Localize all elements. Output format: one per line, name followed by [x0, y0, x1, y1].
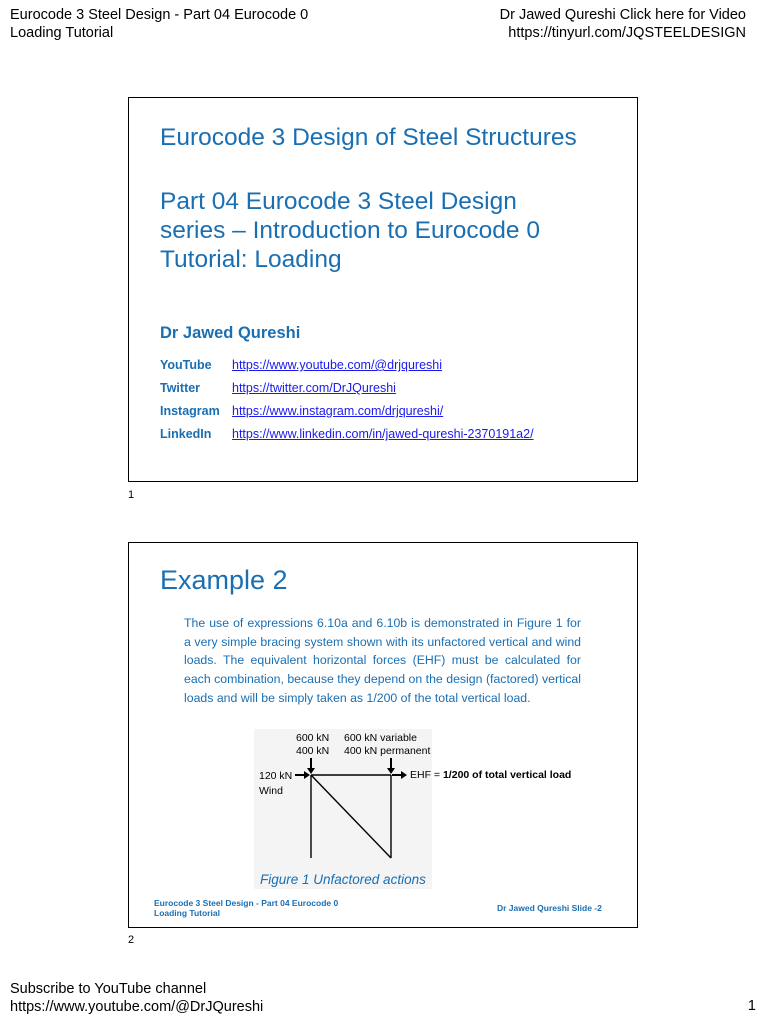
header-video-url[interactable]: https://tinyurl.com/JQSTEELDESIGN: [508, 25, 746, 41]
link-label: Twitter: [160, 381, 201, 395]
wind-load-label: Wind: [259, 785, 283, 797]
slide-2-number: 2: [128, 934, 135, 946]
slide-2-footer-right: Dr Jawed Qureshi Slide -2: [497, 903, 602, 913]
bracing-figure: [129, 543, 637, 927]
subscribe-text: Subscribe to YouTube channel: [10, 981, 207, 997]
page-number: 1: [747, 998, 756, 1014]
ehf-label: [410, 769, 571, 781]
left-load-variable: 600 kN: [296, 732, 330, 744]
header-title-line1: Eurocode 3 Steel Design - Part 04 Eurocode 0: [10, 7, 309, 23]
slide-2-title: Example 2: [160, 565, 288, 595]
ehf-value: 1/200 of total vertical load: [442, 769, 572, 781]
ehf-prefix: EHF =: [410, 769, 443, 781]
page-header-right[interactable]: [500, 6, 746, 42]
slide-1-number: 1: [128, 489, 135, 501]
youtube-channel-link[interactable]: https://www.youtube.com/@DrJQureshi: [10, 999, 264, 1015]
wind-load-value: 120 kN: [259, 770, 293, 782]
link-label: YouTube: [160, 358, 212, 372]
linkedin-link[interactable]: https://www.linkedin.com/in/jawed-qureshi-2370191a2/: [232, 427, 534, 441]
instagram-link[interactable]: https://www.instagram.com/drjqureshi/: [232, 404, 444, 418]
header-title-line2: Loading Tutorial: [10, 25, 114, 41]
left-load-permanent: 400 kN: [296, 745, 330, 757]
twitter-link[interactable]: https://twitter.com/DrJQureshi: [232, 381, 396, 395]
link-label: LinkedIn: [160, 427, 212, 441]
footer-left-line-2: Loading Tutorial: [154, 908, 220, 918]
footer-left-line-1: Eurocode 3 Steel Design - Part 04 Eurocode 0: [154, 898, 339, 908]
header-video-link[interactable]: Dr Jawed Qureshi Click here for Video: [499, 7, 746, 23]
slide-1: [128, 97, 638, 482]
slide-1-title: Eurocode 3 Design of Steel Structures: [160, 124, 577, 151]
author-name: Dr Jawed Qureshi: [160, 324, 301, 342]
example-paragraph: The use of expressions 6.10a and 6.10b is demonstrated in Figure 1 for a very simple bracing system shown with its unfactored vertical and wind loads. The equivalent horizontal forces (EHF) must be calculated for each combination, because they depend on the design (factored) vertical loads and will be simply taken as 1/200 of the total vertical load.: [184, 616, 581, 705]
slide-2-footer-left: [154, 898, 338, 918]
link-label: Instagram: [160, 404, 220, 418]
right-load-variable: 600 kN variable: [344, 732, 417, 744]
page-header-left: [10, 6, 308, 42]
slide-1-subtitle: [160, 187, 540, 274]
subtitle-line-2: series – Introduction to Eurocode 0: [160, 217, 540, 244]
right-load-permanent: 400 kN permanent: [344, 745, 431, 757]
figure-caption: Figure 1 Unfactored actions: [260, 872, 426, 887]
subtitle-line-1: Part 04 Eurocode 3 Steel Design: [160, 188, 517, 215]
youtube-link[interactable]: https://www.youtube.com/@drjqureshi: [232, 358, 443, 372]
page-footer[interactable]: [10, 980, 263, 1016]
slide-2: [128, 542, 638, 928]
subtitle-line-3: Tutorial: Loading: [160, 246, 342, 273]
